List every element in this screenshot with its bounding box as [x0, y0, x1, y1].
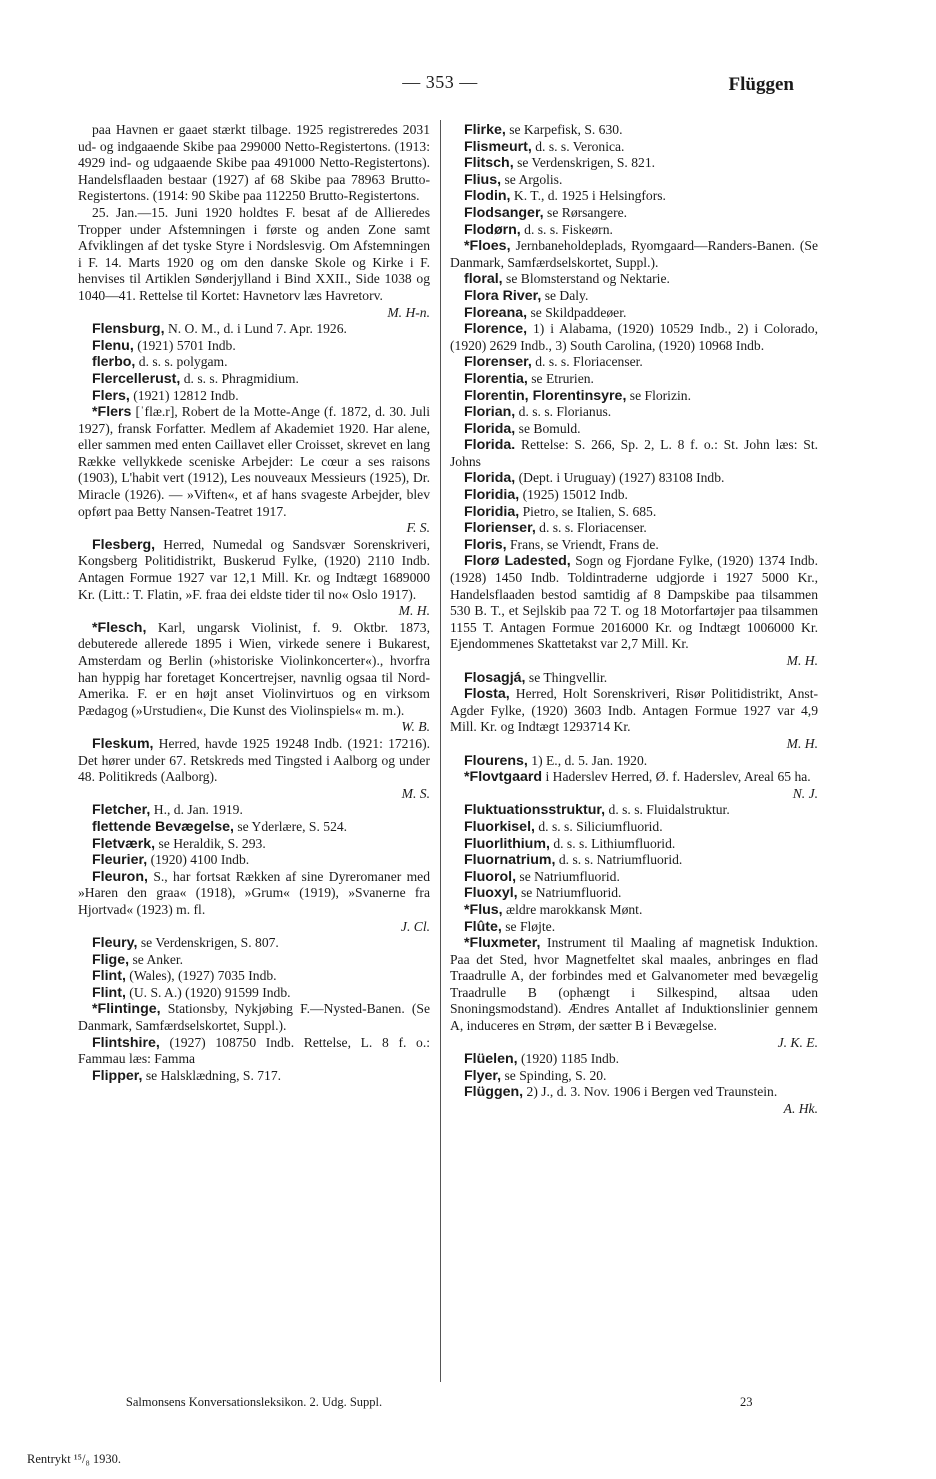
- entry-headword: Florø Ladested,: [464, 553, 571, 570]
- entry-headword: Flercellerust,: [92, 370, 181, 387]
- entry-headword: Flyer,: [464, 1067, 502, 1084]
- entry: [78, 952, 430, 969]
- entry: [450, 935, 818, 1035]
- entry-headword: Flint,: [92, 984, 126, 1001]
- entry: [450, 885, 818, 902]
- entry-headword: Florida,: [464, 470, 516, 487]
- entry-headword: Fluorkisel,: [464, 818, 535, 835]
- entry: [78, 819, 430, 836]
- entry: [450, 504, 818, 521]
- entry-headword: Flenu,: [92, 337, 134, 354]
- entry: [78, 371, 430, 388]
- entry: [450, 271, 818, 288]
- entry: [450, 1051, 818, 1068]
- entry-text: se Florizin.: [629, 387, 691, 403]
- entry: [450, 1068, 818, 1085]
- entry: [450, 686, 818, 736]
- entry: [450, 222, 818, 239]
- entry-headword: Flüggen,: [464, 1084, 524, 1101]
- entry: [78, 388, 430, 405]
- running-head: Flüggen: [728, 74, 794, 95]
- entry-headword: Flosta,: [464, 686, 510, 703]
- entry: [450, 404, 818, 421]
- entry-headword: Florida.: [464, 437, 516, 454]
- entry: [450, 139, 818, 156]
- entry: [78, 802, 430, 819]
- entry: [78, 321, 430, 338]
- entry-text: (1921) 12812 Indb.: [133, 387, 239, 403]
- entry-headword: Flüelen,: [464, 1051, 518, 1068]
- entry: [450, 288, 818, 305]
- entry-text: d. s. s. Floriacenser.: [539, 520, 647, 536]
- entry: [450, 869, 818, 886]
- right-column: [450, 122, 818, 1118]
- entry: [78, 537, 430, 603]
- entry: [78, 985, 430, 1002]
- entry-headword: Florenser,: [464, 354, 532, 371]
- entry: [450, 520, 818, 537]
- entry-text: (Dept. i Uruguay) (1927) 83108 Indb.: [518, 470, 725, 486]
- entry-headword: Flosagjá,: [464, 669, 526, 686]
- entry-text: se Thingvellir.: [528, 669, 608, 685]
- entry-text: Instrument til Maaling af magnetisk Induktion. Paa det Sted, hvor Magnetfeltet skal maales, anbringes en flad Traadrulle A, der forbindes med et Galvanometer med bevægelig Traadrulle B (ophængt i Silkespind, altsaa uden Snoningsmodstand). Ændres Antallet af Induktionslinier gennem A, induceres en Strøm, der sætter B i Bevægelse.: [450, 935, 818, 1034]
- entry: [450, 238, 818, 271]
- entry: [450, 371, 818, 388]
- entry-headword: Fleurier,: [92, 852, 148, 869]
- entry: [78, 836, 430, 853]
- entry-text: se Heraldik, S. 293.: [158, 835, 266, 851]
- entry-headword: Flitsch,: [464, 155, 514, 172]
- entry-text: se Halsklædning, S. 717.: [145, 1067, 282, 1083]
- entry-signature: W. B.: [401, 719, 430, 735]
- entry-signature: J. Cl.: [400, 918, 430, 934]
- entry-headword: Florentia,: [464, 370, 528, 387]
- entry-headword: Fleskum,: [92, 735, 154, 752]
- entry-text: paa Havnen er gaaet stærkt tilbage. 1925 registreredes 2031 ud- og indgaaende Skibe paa 299000 Netto-Registertons. (1913: 4929 ind- og udgaaende Skibe paa 491000 Netto-Registertons). Handelsflaaden bestaar (1927) af 68 Skibe paa 78963 Brutto-Registertons. (1914: 90 Skibe paa 112250 Brutto-Registertons.: [78, 122, 430, 204]
- entry-text: Rettelse: S. 266, Sp. 2, L. 8 f. o.: St. John læs: St. Johns: [450, 437, 818, 469]
- entry-text: se Natriumfluorid.: [519, 868, 620, 884]
- entry-text: se Karpefisk, S. 630.: [509, 122, 623, 137]
- entry-text: d. s. s. Fluidalstruktur.: [608, 802, 730, 818]
- entry-headword: Flûte,: [464, 918, 502, 935]
- entry-text: se Skildpaddeøer.: [530, 304, 627, 320]
- entry-headword: Florida,: [464, 420, 516, 437]
- entry-text: N. O. M., d. i Lund 7. Apr. 1926.: [167, 321, 347, 337]
- entry-text: Sogn og Fjordane Fylke, (1920) 1374 Indb. (1928) 1450 Indb. Toldintraderne udgjorde i 1927 5000 Kr., Handelsflaaden bestod samtidig af 8 Dampskibe paa tilsammen 530 B. T., et Sejlskib paa 72 T. og 18 Motorfartøjer paa tilsammen 1155 T. Antagen Formue 2016000 Kr. og Indtægt 1006000 Kr. Ejendommenes Skattetakst var 2,7 Mill. Kr.: [450, 553, 818, 652]
- entry: [78, 620, 430, 720]
- entry: [450, 670, 818, 687]
- entry-text: Jernbaneholdeplads, Ryomgaard—Randers-Banen. (Se Danmark, Samfærdselskortet, Suppl.).: [450, 238, 818, 270]
- entry: [78, 338, 430, 355]
- entry: [78, 1035, 430, 1068]
- entry-text: se Rørsangere.: [547, 204, 628, 220]
- entry-headword: *Flintinge,: [92, 1001, 161, 1018]
- entry: [450, 122, 818, 139]
- entry-text: (1920) 4100 Indb.: [150, 852, 250, 868]
- entry: [78, 205, 430, 305]
- entry-text: [ˈflæ.r], Robert de la Motte-Ange (f. 1872, d. 30. Juli 1927), fransk Forfatter. Medlem af Akademiet 1920. Har alene, eller sammen med enten Caillavet eller Croisset, skrevet en lang Række vellykkede sceniske Arbejder: Le cœur a ses raisons (1903), L'habit vert (1912), Les nouveaux Messieurs (1925), Dr. Miracle (1926). — »Viften«, et af hans svageste Arbejder, blev opført paa Betty Nansen-Teatret 1917.: [78, 404, 431, 519]
- entry-headword: Florentin, Florentinsyre,: [464, 387, 627, 404]
- entry-headword: Fluktuationsstruktur,: [464, 802, 606, 819]
- publication-footer: Salmonsens Konversationsleksikon. 2. Udg. Suppl.: [125, 1395, 383, 1409]
- entry-headword: floral,: [464, 271, 503, 288]
- entry-headword: flerbo,: [92, 354, 136, 371]
- entry-text: se Natriumfluorid.: [521, 885, 622, 901]
- entry-text: se Yderlære, S. 524.: [237, 818, 348, 834]
- entry-headword: Florienser,: [464, 520, 536, 537]
- entry: [450, 537, 818, 554]
- entry-headword: Flourens,: [464, 752, 528, 769]
- entry-headword: Fleury,: [92, 935, 138, 952]
- entry-signature: M. H-n.: [387, 304, 430, 320]
- entry-headword: Flint,: [92, 968, 126, 985]
- entry-text: se Bomuld.: [518, 420, 581, 436]
- entry-headword: Flodsanger,: [464, 204, 544, 221]
- entry: [450, 819, 818, 836]
- entry-text: 1) i Alabama, (1920) 10529 Indb., 2) i Colorado, (1920) 2629 Indb., 3) South Carolina, (1920) 10968 Indb.: [450, 321, 818, 353]
- entry: [450, 388, 818, 405]
- entry-text: Stationsby, Nykjøbing F.—Nysted-Banen. (Se Danmark, Samfærdselskortet, Suppl.).: [78, 1001, 430, 1034]
- entry: [450, 769, 818, 786]
- entry-text: ældre marokkansk Mønt.: [506, 901, 643, 917]
- entry-headword: Fletcher,: [92, 802, 151, 819]
- entry-text: (1921) 5701 Indb.: [137, 337, 236, 353]
- entry-signature: F. S.: [406, 520, 430, 536]
- entry-text: se Fløjte.: [505, 918, 556, 934]
- entry-headword: Flers,: [92, 387, 130, 404]
- left-column: [78, 122, 430, 1084]
- entry-text: se Daly.: [544, 287, 589, 303]
- entry-text: H., d. Jan. 1919.: [153, 802, 243, 818]
- entry-text: se Verdenskrigen, S. 807.: [140, 935, 279, 951]
- entry-headword: Florence,: [464, 321, 528, 338]
- entry-headword: *Flus,: [464, 901, 503, 918]
- entry-headword: Flius,: [464, 171, 502, 188]
- entry-headword: Flensburg,: [92, 321, 165, 338]
- entry: [450, 852, 818, 869]
- entry-headword: Fleuron,: [92, 868, 148, 885]
- entry: [450, 437, 818, 470]
- entry-signature: A. Hk.: [783, 1101, 818, 1117]
- sheet-number: 23: [740, 1395, 753, 1409]
- entry-text: se Anker.: [132, 951, 184, 967]
- entry-text: K. T., d. 1925 i Helsingfors.: [513, 188, 666, 204]
- column-divider: [440, 120, 441, 1382]
- entry-headword: Flirke,: [464, 122, 506, 138]
- entry-headword: Florian,: [464, 404, 516, 421]
- entry: [450, 354, 818, 371]
- entry: [450, 205, 818, 222]
- entry-headword: Floreana,: [464, 304, 528, 321]
- entry-text: (1925) 15012 Indb.: [522, 487, 628, 503]
- entry-text: Herred, Numedal og Sandsvær Sorenskriveri, Kongsberg Politidistrikt, Buskerud Fylke, (1920) 2110 Indb. Antagen Formue 1927 var 12,1 Mill. Kr. og Indtægt 1689000 Kr. (Litt.: T. Flatin, »F. fraa dei eldste tider til no« Oslo 1917).: [78, 536, 430, 602]
- entry: [450, 1084, 818, 1101]
- entry-headword: flettende Bevægelse,: [92, 818, 234, 835]
- entry-headword: Floridia,: [464, 487, 520, 504]
- entry: [450, 553, 818, 653]
- entry-headword: Floridia,: [464, 503, 520, 520]
- entry-text: d. s. s. Florianus.: [518, 404, 612, 420]
- entry-text: d. s. s. polygam.: [138, 354, 228, 370]
- entry: [450, 802, 818, 819]
- entry: [450, 155, 818, 172]
- entry-text: se Spinding, S. 20.: [504, 1067, 607, 1083]
- entry-headword: Fletværk,: [92, 835, 156, 852]
- page-number: — 353 —: [402, 72, 478, 92]
- entry-text: d. s. s. Natriumfluorid.: [558, 852, 683, 868]
- entry-text: 2) J., d. 3. Nov. 1906 i Bergen ved Traunstein.: [526, 1084, 778, 1100]
- entry-text: (1920) 1185 Indb.: [521, 1051, 620, 1067]
- entry-text: Herred, havde 1925 19248 Indb. (1921: 17216). Det hører under 67. Retskreds med Tingsted i Aalborg og under 48. Politikreds (Aalborg).: [78, 735, 431, 785]
- entry: [78, 404, 430, 520]
- entry: [450, 919, 818, 936]
- entry-headword: Flismeurt,: [464, 138, 532, 155]
- entry-text: d. s. s. Floriacenser.: [535, 354, 643, 370]
- entry-text: (Wales), (1927) 7035 Indb.: [129, 968, 277, 984]
- entry-text: d. s. s. Fiskeørn.: [524, 221, 613, 237]
- entry-signature: M. H.: [398, 603, 430, 619]
- entry-headword: Floris,: [464, 536, 507, 553]
- entry-headword: *Flovtgaard: [464, 769, 543, 786]
- entry-text: se Verdenskrigen, S. 821.: [517, 155, 656, 171]
- entry-text: Karl, ungarsk Violinist, f. 9. Oktbr. 1873, debuterede allerede 1895 i Wien, virkede senere i Bukarest, Amsterdam og Berlin (»historiske Violinkoncerter«)., hvorfra han hyppig har foretaget Koncertrejser, navnlig ogsaa til Nord-Amerika. F. er en højt anset Violinvirtuos og en virksom Pædagog (»Urstudien«, Die Kunst des Violinspiels« m. m.).: [78, 619, 430, 718]
- entry-headword: Flodørn,: [464, 221, 521, 238]
- entry: [450, 421, 818, 438]
- entry-headword: *Flers: [92, 404, 132, 421]
- entry-text: Pietro, se Italien, S. 685.: [522, 503, 657, 519]
- entry: [78, 968, 430, 985]
- entry-text: S., har fortsat Rækken af sine Dyreromaner med »Haren den graa« (1918), »Grum« (1919), »Svanerne fra Hjortvad« (1923) m. fl.: [78, 868, 430, 917]
- entry-headword: *Fluxmeter,: [464, 935, 541, 952]
- entry-text: Herred, Holt Sorenskriveri, Risør Politidistrikt, Anst-Agder Fylke, (1920) 3603 Indb. Antagen Formue 1927 var 4,9 Mill. Kr. og Indtægt 1293714 Kr.: [450, 686, 818, 735]
- entry-headword: Flige,: [92, 951, 130, 968]
- entry: [450, 172, 818, 189]
- entry-headword: Fluorol,: [464, 868, 517, 885]
- entry-headword: Fluornatrium,: [464, 852, 556, 869]
- entry-headword: Fluorlithium,: [464, 835, 550, 852]
- entry-text: 1) E., d. 5. Jan. 1920.: [531, 752, 648, 768]
- entry-headword: *Floes,: [464, 238, 511, 255]
- entry-text: (U. S. A.) (1920) 91599 Indb.: [129, 984, 291, 1000]
- entry-headword: Flodin,: [464, 188, 511, 205]
- entry-headword: Fluoxyl,: [464, 885, 518, 902]
- entry-headword: Flora River,: [464, 287, 542, 304]
- reprint-note: Rentrykt ¹⁵/₈ 1930.: [27, 1452, 122, 1466]
- entry: [450, 487, 818, 504]
- entry-text: d. s. s. Siliciumfluorid.: [538, 818, 663, 834]
- entry: [78, 852, 430, 869]
- entry-text: se Argolis.: [504, 171, 563, 187]
- entry: [450, 305, 818, 322]
- entry-text: d. s. s. Phragmidium.: [183, 370, 299, 386]
- entry: [450, 902, 818, 919]
- entry-headword: Flesberg,: [92, 536, 156, 553]
- entry-text: se Blomsterstand og Nektarie.: [506, 271, 670, 287]
- entry: [78, 1001, 430, 1034]
- entry-text: 25. Jan.—15. Juni 1920 holdtes F. besat af de Allieredes Tropper under Afstemningen i første og anden Zone samt Afviklingen af det tyske Styre i Nordslesvig. Om Afstemningen i F. 14. Marts 1920 og om den danske Skole og Kirke i F. henvises til Artiklen Sønderjylland i Bind XXII., Side 1038 og 1040—41. Rettelse til Kortet: Havnetorv læs Havretorv.: [78, 204, 430, 303]
- entry: [78, 869, 430, 919]
- entry-text: (1927) 108750 Indb. Rettelse, L. 8 f. o.: Fammau læs: Famma: [78, 1034, 430, 1067]
- entry: [78, 1068, 430, 1085]
- entry-signature: M. H.: [786, 735, 818, 751]
- entry-headword: *Flesch,: [92, 619, 147, 636]
- entry: [450, 836, 818, 853]
- entry-signature: N. J.: [792, 785, 818, 801]
- entry-signature: M. S.: [401, 785, 430, 801]
- entry-text: se Etrurien.: [531, 370, 594, 386]
- entry: [78, 122, 430, 205]
- entry: [450, 470, 818, 487]
- entry-signature: J. K. E.: [777, 1034, 818, 1050]
- entry-text: Frans, se Vriendt, Frans de.: [509, 536, 659, 552]
- entry: [78, 736, 430, 786]
- entry: [78, 354, 430, 371]
- entry-headword: Flintshire,: [92, 1034, 160, 1051]
- entry: [450, 321, 818, 354]
- entry: [450, 753, 818, 770]
- entry-text: d. s. s. Veronica.: [535, 138, 625, 154]
- entry: [78, 935, 430, 952]
- entry-text: i Haderslev Herred, Ø. f. Haderslev, Areal 65 ha.: [545, 769, 811, 785]
- entry-signature: M. H.: [786, 653, 818, 668]
- entry-text: d. s. s. Lithiumfluorid.: [553, 835, 676, 851]
- entry-headword: Flipper,: [92, 1067, 143, 1084]
- entry: [450, 188, 818, 205]
